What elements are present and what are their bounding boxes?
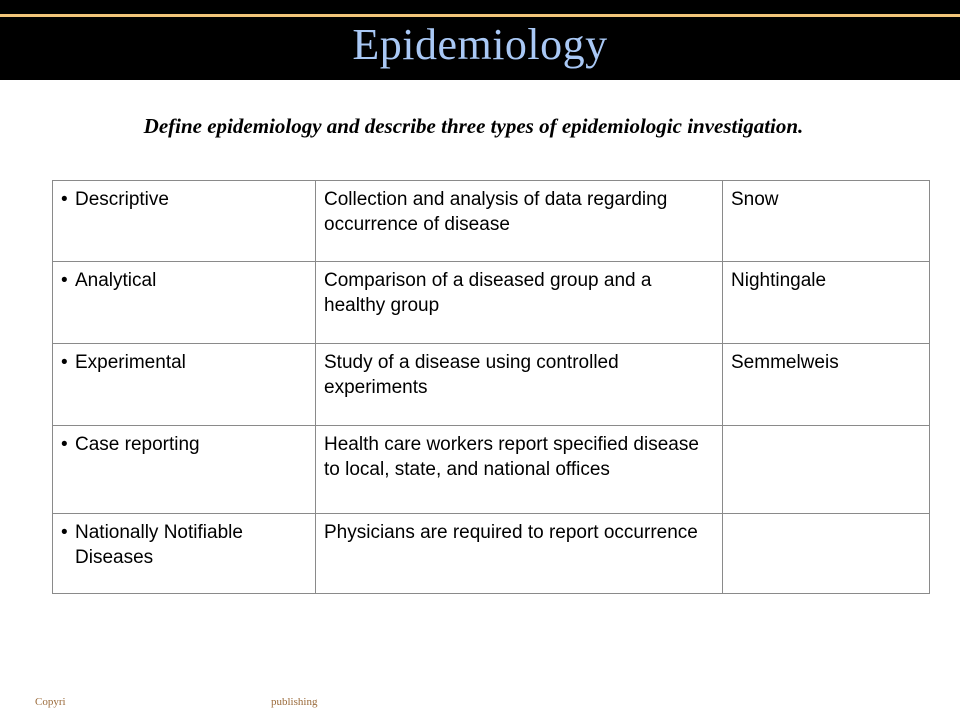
- type-cell: [53, 426, 316, 514]
- person-cell: [723, 514, 930, 594]
- type-cell: [53, 262, 316, 344]
- footer-fragment: Copyri: [35, 696, 66, 708]
- bullet-icon: •: [61, 189, 68, 210]
- type-cell: [53, 514, 316, 594]
- bullet-icon: •: [61, 270, 68, 291]
- table-row: [53, 426, 930, 514]
- copyright-footer: [35, 694, 635, 710]
- person-cell: Nightingale: [723, 262, 930, 344]
- description-cell: Health care workers report specified disease to local, state, and national offices: [316, 426, 723, 514]
- investigation-types-table: [52, 180, 930, 594]
- table-row: [53, 514, 930, 594]
- bullet-icon: •: [61, 352, 68, 373]
- person-cell: [723, 426, 930, 514]
- slide-title: Epidemiology: [352, 20, 608, 69]
- slide-subtitle: Define epidemiology and describe three types of epidemiologic investigation.: [143, 114, 804, 138]
- type-label: Case reporting: [75, 434, 200, 455]
- bullet-icon: •: [61, 522, 68, 543]
- title-bar: [0, 0, 960, 80]
- type-label: Nationally Notifiable Diseases: [75, 522, 243, 568]
- table-row: [53, 344, 930, 426]
- type-label: Experimental: [75, 352, 186, 373]
- table-row: [53, 262, 930, 344]
- description-cell: Study of a disease using controlled experiments: [316, 344, 723, 426]
- type-label: Descriptive: [75, 189, 169, 210]
- bullet-icon: •: [61, 434, 68, 455]
- person-cell: Snow: [723, 181, 930, 262]
- table-row: [53, 181, 930, 262]
- type-cell: [53, 344, 316, 426]
- type-cell: [53, 181, 316, 262]
- title-accent-rule: [0, 14, 960, 17]
- type-label: Analytical: [75, 270, 157, 291]
- person-cell: Semmelweis: [723, 344, 930, 426]
- footer-fragment: publishing: [271, 696, 318, 708]
- description-cell: Comparison of a diseased group and a healthy group: [316, 262, 723, 344]
- description-cell: Collection and analysis of data regarding occurrence of disease: [316, 181, 723, 262]
- description-cell: Physicians are required to report occurrence: [316, 514, 723, 594]
